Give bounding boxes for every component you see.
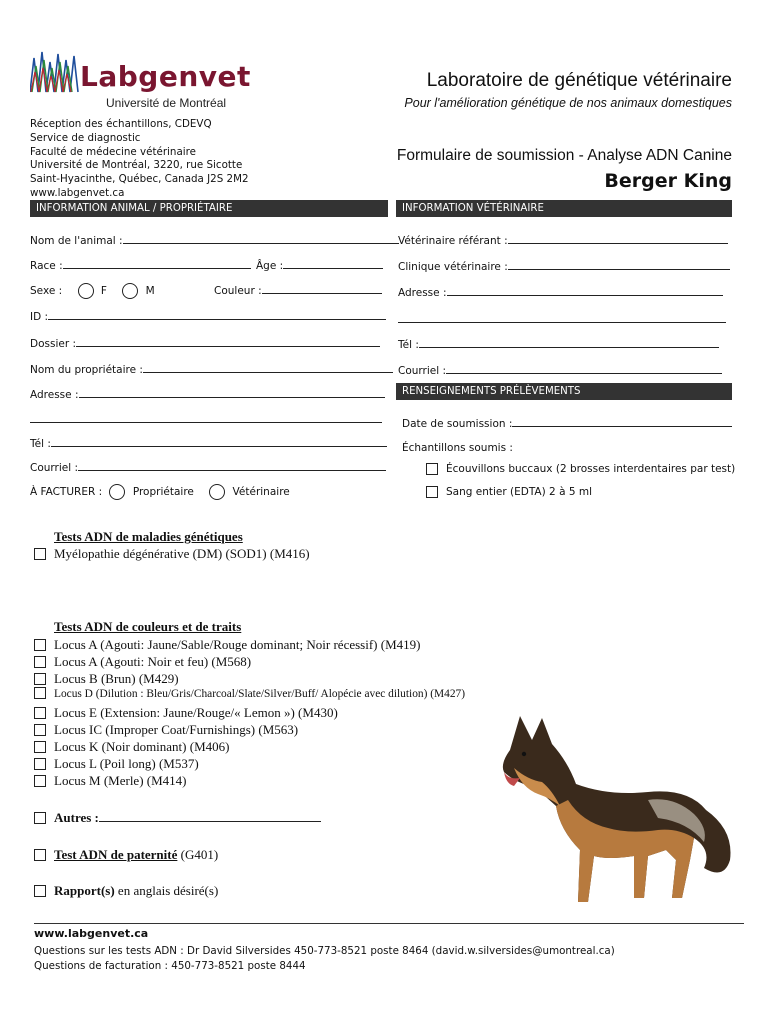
vet-email-label: Courriel : [398,365,447,377]
german-shepherd-illustration [498,710,738,910]
id-line[interactable] [48,309,386,320]
paternity-test[interactable] [34,847,218,864]
disease-tests-title: Tests ADN de maladies génétiques [54,529,243,544]
clinic-label: Clinique vétérinaire : [398,261,508,273]
color-field[interactable] [214,283,382,297]
submission-date-label: Date de soumission : [402,418,513,430]
age-line[interactable] [283,258,383,269]
owner-address-line-2[interactable] [30,412,382,426]
vet-address-line2[interactable] [398,312,726,323]
sex-m-radio[interactable] [122,283,138,299]
buccal-swab-checkbox[interactable] [426,463,438,475]
animal-name-line[interactable] [123,233,399,244]
owner-name-line[interactable] [143,362,393,373]
lab-tagline: Pour l'amélioration génétique de nos animaux domestiques [404,96,732,110]
vet-address-line[interactable] [447,285,723,296]
dna-peaks-icon [30,48,82,96]
blood-label: Sang entier (EDTA) 2 à 5 ml [446,486,593,498]
english-report-label: en anglais désiré(s) [117,883,219,898]
address-line: Service de diagnostic [30,131,141,144]
dossier-label: Dossier : [30,338,77,350]
test-trait-checkbox[interactable] [34,687,46,699]
test-trait-checkbox[interactable] [34,707,46,719]
owner-address-label: Adresse : [30,389,79,401]
clinic-field[interactable] [398,259,730,273]
sex-field [30,283,155,299]
billing-vet-radio[interactable] [209,484,225,500]
test-trait-label: Locus B (Brun) (M429) [54,671,179,686]
owner-address-line[interactable] [79,387,385,398]
test-trait-checkbox[interactable] [34,741,46,753]
test-trait-label: Locus E (Extension: Jaune/Rouge/« Lemon ») (M430) [54,705,338,720]
test-trait-label: Locus K (Noir dominant) (M406) [54,739,230,754]
test-dm[interactable] [34,546,310,563]
footer-website-link[interactable]: www.labgenvet.ca [34,927,149,940]
other-tests-label: Autres : [54,810,99,825]
race-label: Race : [30,260,63,272]
animal-section-header: INFORMATION ANIMAL / PROPRIÉTAIRE [30,200,388,217]
english-report-bold: Rapport(s) [54,883,115,898]
owner-name-field[interactable] [30,362,393,376]
id-label: ID : [30,311,49,323]
address-website: www.labgenvet.ca [30,186,125,199]
test-trait-item[interactable] [34,654,251,671]
vet-phone-label: Tél : [398,339,419,351]
age-label: Âge : [256,260,284,272]
test-trait-label: Locus L (Poil long) (M537) [54,756,199,771]
test-dm-label: Myélopathie dégénérative (DM) (SOD1) (M416) [54,546,310,561]
trait-tests-title: Tests ADN de couleurs et de traits [54,619,242,634]
address-line: Faculté de médecine vétérinaire [30,145,196,158]
billing-vet-label: Vétérinaire [232,486,290,498]
vet-phone-field[interactable] [398,337,719,351]
referring-vet-label: Vétérinaire référant : [398,235,508,247]
english-report-option[interactable] [34,883,218,900]
submission-date-field[interactable] [402,416,732,430]
test-trait-label: Locus A (Agouti: Jaune/Sable/Rouge dominant; Noir récessif) (M419) [54,637,421,652]
sex-f-radio[interactable] [78,283,94,299]
footer-billing-contact: Questions de facturation : 450-773-8521 poste 8444 [34,960,306,972]
animal-name-label: Nom de l'animal : [30,235,123,247]
sex-f-label: F [100,285,107,297]
address-line: Réception des échantillons, CDEVQ [30,118,212,130]
test-trait-checkbox[interactable] [34,673,46,685]
owner-phone-line[interactable] [51,436,387,447]
vet-email-line[interactable] [446,363,722,374]
id-field[interactable] [30,309,386,323]
color-label: Couleur : [214,285,262,297]
age-field[interactable] [256,258,383,272]
form-title: Formulaire de soumission - Analyse ADN Canine [396,147,732,164]
sex-m-label: M [145,285,155,297]
reception-address [30,118,249,201]
sex-label: Sexe : [30,285,63,297]
referring-vet-line[interactable] [508,233,728,244]
test-trait-item[interactable] [34,739,229,756]
address-line: Saint-Hyacinthe, Québec, Canada J2S 2M2 [30,173,249,186]
test-trait-label: Locus M (Merle) (M414) [54,773,187,788]
test-trait-item[interactable] [34,671,179,688]
dossier-line[interactable] [76,336,380,347]
billing-owner-label: Propriétaire [132,486,194,498]
dossier-field[interactable] [30,336,380,350]
test-trait-item[interactable] [34,756,199,773]
race-line[interactable] [63,258,251,269]
owner-email-line[interactable] [78,460,386,471]
blood-checkbox[interactable] [426,486,438,498]
footer-divider [34,923,744,924]
animal-name-field[interactable] [30,233,399,247]
test-trait-checkbox[interactable] [34,724,46,736]
footer-tests-contact: Questions sur les tests ADN : Dr David Silversides 450-773-8521 poste 8464 (david.w.silversides@umontreal.ca) [34,945,615,957]
test-dm-checkbox[interactable] [34,548,46,560]
logo-university: Université de Montréal [106,96,227,110]
address-line: Université de Montréal, 3220, rue Sicotte [30,159,243,172]
vet-email-field[interactable] [398,363,722,377]
owner-address-field[interactable] [30,387,385,401]
color-line[interactable] [262,283,382,294]
test-trait-item[interactable] [34,773,187,790]
other-tests-line[interactable] [99,810,321,822]
other-tests-checkbox[interactable] [34,812,46,824]
test-trait-checkbox[interactable] [34,775,46,787]
paternity-label: Test ADN de paternité [54,847,178,862]
referring-vet-field[interactable] [398,233,728,247]
buccal-swab-option[interactable] [426,463,735,475]
paternity-code: (G401) [180,847,219,862]
test-trait-item[interactable] [34,637,420,654]
breed-title: Berger King [604,170,732,192]
lab-title: Laboratoire de génétique vétérinaire [426,70,732,91]
blood-option[interactable] [426,486,592,498]
test-trait-checkbox[interactable] [34,656,46,668]
test-trait-item[interactable] [34,722,298,739]
billing-label: À FACTURER : [30,486,103,498]
test-trait-checkbox[interactable] [34,639,46,651]
vet-section-header: INFORMATION VÉTÉRINAIRE [396,200,732,217]
test-trait-item[interactable] [34,688,465,705]
logo-wordmark: Labgenvet [80,60,251,93]
english-report-checkbox[interactable] [34,885,46,897]
owner-phone-label: Tél : [30,438,51,450]
test-trait-label: Locus D (Dilution : Bleu/Gris/Charcoal/Slate/Silver/Buff/ Alopécie avec dilution) (M427) [54,688,466,700]
clinic-line[interactable] [508,259,730,270]
vet-address-label: Adresse : [398,287,447,299]
samples-label: Échantillons soumis : [402,442,513,454]
billing-field [30,484,290,500]
test-trait-label: Locus A (Agouti: Noir et feu) (M568) [54,654,252,669]
other-tests-field[interactable] [34,810,321,827]
billing-owner-radio[interactable] [109,484,125,500]
owner-email-field[interactable] [30,460,386,474]
owner-email-label: Courriel : [30,462,79,474]
owner-phone-field[interactable] [30,436,387,450]
test-trait-label: Locus IC (Improper Coat/Furnishings) (M563) [54,722,299,737]
vet-address-line-2[interactable] [398,312,726,326]
owner-name-label: Nom du propriétaire : [30,364,143,376]
labgenvet-logo [30,48,250,110]
race-field[interactable] [30,258,251,272]
vet-phone-line[interactable] [419,337,719,348]
submission-date-line[interactable] [512,416,732,427]
paternity-checkbox[interactable] [34,849,46,861]
test-trait-item[interactable] [34,705,338,722]
test-trait-checkbox[interactable] [34,758,46,770]
buccal-swab-label: Écouvillons buccaux (2 brosses interdentaires par test) [446,463,736,475]
vet-address-field[interactable] [398,285,723,299]
owner-address-line2[interactable] [30,412,382,423]
sampling-section-header: RENSEIGNEMENTS PRÉLÈVEMENTS [396,383,732,400]
